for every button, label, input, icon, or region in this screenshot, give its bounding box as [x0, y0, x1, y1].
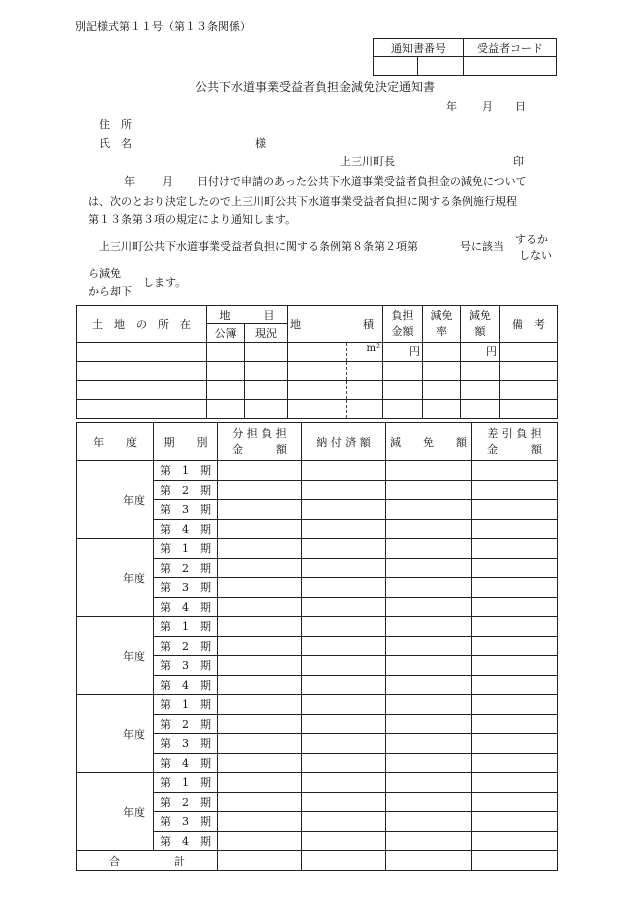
land-table	[76, 305, 558, 419]
amount-cell[interactable]	[302, 636, 386, 656]
honorific: 様	[255, 137, 266, 150]
total-cell[interactable]	[386, 851, 472, 871]
period-table	[76, 422, 558, 871]
amount-cell[interactable]	[218, 831, 302, 851]
choice-genmen: ら減免	[88, 267, 121, 280]
land-cell[interactable]	[207, 343, 245, 362]
amount-cell[interactable]	[302, 617, 386, 637]
year-cell[interactable]: 年度	[77, 773, 154, 851]
land-cell[interactable]	[288, 400, 347, 419]
land-kobo-header: 公簿	[207, 324, 245, 343]
sashihiki-header-a: 差 引 負 担	[487, 426, 542, 440]
land-cell[interactable]	[461, 381, 500, 400]
period-label: 第 1 期	[154, 773, 218, 793]
form-number: 別記様式第１１号（第１３条関係）	[75, 20, 251, 33]
land-biko-header: 備 考	[500, 306, 558, 343]
land-cell[interactable]	[423, 343, 461, 362]
notice-number-cell-2[interactable]	[418, 57, 464, 76]
amount-cell[interactable]	[472, 558, 558, 578]
choice-suru: するか	[515, 233, 548, 246]
total-cell[interactable]	[302, 851, 386, 871]
amount-cell[interactable]	[302, 480, 386, 500]
land-cell[interactable]	[461, 362, 500, 381]
amount-cell[interactable]	[218, 734, 302, 754]
header-box	[373, 38, 557, 76]
land-genmen-amt-b: 額	[474, 325, 486, 338]
amount-cell[interactable]	[386, 734, 472, 754]
amount-cell[interactable]	[472, 831, 558, 851]
amount-cell[interactable]	[218, 597, 302, 617]
amount-cell[interactable]	[472, 753, 558, 773]
total-label-a: 合	[109, 854, 120, 868]
buntan-header	[218, 423, 302, 461]
total-label-b: 計	[174, 854, 185, 868]
nofu-header: 納 付 済 額	[302, 423, 386, 461]
land-cell[interactable]	[207, 400, 245, 419]
amount-cell[interactable]	[472, 578, 558, 598]
address-label: 住 所	[99, 118, 132, 131]
amount-cell[interactable]	[472, 636, 558, 656]
land-unit-yen-1: 円	[383, 343, 423, 362]
amount-cell[interactable]	[218, 773, 302, 793]
land-cell[interactable]	[77, 362, 207, 381]
land-cell[interactable]	[288, 362, 347, 381]
land-cell[interactable]	[500, 343, 558, 362]
amount-cell[interactable]	[302, 792, 386, 812]
body-tail: します。	[143, 276, 187, 289]
period-label: 第 2 期	[154, 480, 218, 500]
period-row	[77, 773, 558, 793]
amount-cell[interactable]	[302, 714, 386, 734]
land-genmen-rate-b: 率	[436, 325, 447, 338]
land-cell[interactable]	[347, 400, 383, 419]
year-cell[interactable]: 年度	[77, 461, 154, 539]
period-row	[77, 539, 558, 559]
choice-shinai: しない	[519, 249, 552, 262]
land-cell[interactable]	[77, 400, 207, 419]
amount-cell[interactable]	[218, 519, 302, 539]
amount-cell[interactable]	[218, 675, 302, 695]
issuer: 上三川町長	[340, 155, 395, 168]
land-cell[interactable]	[461, 400, 500, 419]
land-genkyo-header: 現況	[245, 324, 288, 343]
land-cell[interactable]	[245, 381, 288, 400]
land-cell[interactable]	[500, 362, 558, 381]
period-label: 第 1 期	[154, 695, 218, 715]
amount-cell[interactable]	[472, 597, 558, 617]
period-label: 第 2 期	[154, 558, 218, 578]
amount-cell[interactable]	[386, 539, 472, 559]
period-label: 第 2 期	[154, 792, 218, 812]
body-line4: 上三川町公共下水道事業受益者負担に関する条例第８条第２項第	[99, 240, 418, 253]
date-day: 日	[515, 100, 526, 113]
amount-cell[interactable]	[472, 519, 558, 539]
land-cell[interactable]	[245, 343, 288, 362]
land-futan-a: 負担	[391, 309, 414, 323]
period-label: 第 4 期	[154, 753, 218, 773]
land-cell[interactable]	[347, 381, 383, 400]
period-label: 第 4 期	[154, 831, 218, 851]
year-cell[interactable]: 年度	[77, 539, 154, 617]
sashihiki-header-b: 金 額	[487, 442, 542, 456]
land-cell[interactable]	[288, 381, 347, 400]
year-cell[interactable]: 年度	[77, 695, 154, 773]
period-row	[77, 617, 558, 637]
amount-cell[interactable]	[386, 695, 472, 715]
amount-cell[interactable]	[386, 480, 472, 500]
total-cell[interactable]	[218, 851, 302, 871]
amount-cell[interactable]	[472, 773, 558, 793]
total-row	[77, 851, 558, 871]
sashihiki-header	[472, 423, 558, 461]
buntan-header-b: 金 額	[232, 442, 287, 456]
period-label: 第 4 期	[154, 597, 218, 617]
choice-kyakka: から却下	[88, 285, 132, 298]
land-cell[interactable]	[245, 400, 288, 419]
amount-cell[interactable]	[302, 812, 386, 832]
amount-cell[interactable]	[302, 519, 386, 539]
amount-cell[interactable]	[302, 675, 386, 695]
notice-number-label: 通知書番号	[374, 39, 464, 57]
land-cell[interactable]	[288, 343, 347, 362]
amount-cell[interactable]	[472, 480, 558, 500]
amount-cell[interactable]	[302, 539, 386, 559]
amount-cell[interactable]	[218, 714, 302, 734]
land-cell[interactable]	[347, 362, 383, 381]
period-label: 第 3 期	[154, 578, 218, 598]
land-unit-m2: m²	[347, 343, 383, 362]
amount-cell[interactable]	[386, 519, 472, 539]
kibetsu-header: 期 別	[154, 423, 218, 461]
amount-cell[interactable]	[472, 734, 558, 754]
land-cell[interactable]	[423, 400, 461, 419]
date-year: 年	[446, 100, 457, 113]
body-line3: 第１３条第３項の規定により通知します。	[88, 213, 297, 226]
land-chiseki-b: 積	[363, 318, 374, 331]
amount-cell[interactable]	[218, 617, 302, 637]
body-month: 月	[162, 175, 173, 188]
total-label	[77, 851, 218, 871]
amount-cell[interactable]	[472, 695, 558, 715]
land-location-header: 土 地 の 所 在	[77, 306, 207, 343]
seal: 印	[513, 155, 524, 168]
amount-cell[interactable]	[386, 558, 472, 578]
land-genmen-rate-header	[423, 306, 461, 343]
land-cell[interactable]	[207, 362, 245, 381]
land-genmen-amt-header	[461, 306, 500, 343]
land-cell[interactable]	[500, 381, 558, 400]
amount-cell[interactable]	[302, 461, 386, 481]
period-label: 第 4 期	[154, 675, 218, 695]
date-month: 月	[482, 100, 493, 113]
year-cell[interactable]: 年度	[77, 617, 154, 695]
amount-cell[interactable]	[386, 461, 472, 481]
land-cell[interactable]	[383, 400, 423, 419]
amount-cell[interactable]	[386, 812, 472, 832]
period-label: 第 1 期	[154, 539, 218, 559]
notice-number-cell-1[interactable]	[374, 57, 418, 76]
amount-cell[interactable]	[218, 539, 302, 559]
land-cell[interactable]	[207, 381, 245, 400]
amount-cell[interactable]	[218, 656, 302, 676]
amount-cell[interactable]	[302, 773, 386, 793]
land-unit-yen-2: 円	[461, 343, 500, 362]
amount-cell[interactable]	[302, 753, 386, 773]
amount-cell[interactable]	[218, 461, 302, 481]
amount-cell[interactable]	[472, 656, 558, 676]
land-cell[interactable]	[383, 362, 423, 381]
buntan-header-a: 分 担 負 担	[232, 426, 287, 440]
land-genmen-amt-a: 減免	[469, 309, 491, 323]
amount-cell[interactable]	[472, 714, 558, 734]
amount-cell[interactable]	[386, 617, 472, 637]
land-cell[interactable]	[77, 381, 207, 400]
amount-cell[interactable]	[472, 500, 558, 520]
body-line2: は、次のとおり決定したので上三川町公共下水道事業受益者負担に関する条例施行規程	[88, 195, 517, 208]
amount-cell[interactable]	[218, 636, 302, 656]
amount-cell[interactable]	[302, 734, 386, 754]
period-label: 第 3 期	[154, 734, 218, 754]
amount-cell[interactable]	[218, 480, 302, 500]
amount-cell[interactable]	[386, 792, 472, 812]
total-cell[interactable]	[472, 851, 558, 871]
land-genmen-rate-a: 減免	[430, 309, 453, 323]
amount-cell[interactable]	[218, 812, 302, 832]
period-label: 第 4 期	[154, 519, 218, 539]
land-cell[interactable]	[245, 362, 288, 381]
land-cell[interactable]	[423, 362, 461, 381]
amount-cell[interactable]	[386, 675, 472, 695]
land-futan-header	[383, 306, 423, 343]
amount-cell[interactable]	[472, 792, 558, 812]
period-label: 第 3 期	[154, 812, 218, 832]
land-chiseki-a: 地	[290, 318, 301, 331]
amount-cell[interactable]	[218, 753, 302, 773]
amount-cell[interactable]	[386, 773, 472, 793]
body-line4-tail: 号に該当	[460, 240, 504, 253]
amount-cell[interactable]	[218, 500, 302, 520]
amount-cell[interactable]	[386, 636, 472, 656]
amount-cell[interactable]	[302, 500, 386, 520]
period-row	[77, 695, 558, 715]
amount-cell[interactable]	[302, 578, 386, 598]
nendo-header: 年 度	[77, 423, 154, 461]
land-futan-b: 金額	[391, 325, 414, 338]
amount-cell[interactable]	[302, 695, 386, 715]
land-chiseki-header	[288, 306, 383, 343]
amount-cell[interactable]	[218, 695, 302, 715]
genmen-header: 減 免 額	[386, 423, 472, 461]
amount-cell[interactable]	[386, 656, 472, 676]
name-label: 氏 名	[99, 137, 132, 150]
page-title: 公共下水道事業受益者負担金減免決定通知書	[195, 80, 436, 94]
amount-cell[interactable]	[386, 753, 472, 773]
amount-cell[interactable]	[218, 578, 302, 598]
amount-cell[interactable]	[302, 656, 386, 676]
land-cell[interactable]	[77, 343, 207, 362]
beneficiary-code-cell[interactable]	[464, 57, 557, 76]
land-cell[interactable]	[383, 381, 423, 400]
body-line1: 日付けで申請のあった公共下水道事業受益者負担金の減免について	[197, 175, 527, 188]
amount-cell[interactable]	[218, 792, 302, 812]
land-chimoku-header: 地 目	[207, 306, 288, 324]
amount-cell[interactable]	[302, 558, 386, 578]
land-cell[interactable]	[423, 381, 461, 400]
period-label: 第 1 期	[154, 461, 218, 481]
body-year: 年	[124, 175, 135, 188]
amount-cell[interactable]	[218, 558, 302, 578]
period-label: 第 2 期	[154, 636, 218, 656]
beneficiary-code-label: 受益者コード	[464, 39, 557, 57]
period-label: 第 1 期	[154, 617, 218, 637]
amount-cell[interactable]	[386, 578, 472, 598]
amount-cell[interactable]	[386, 831, 472, 851]
period-label: 第 3 期	[154, 656, 218, 676]
period-row	[77, 461, 558, 481]
amount-cell[interactable]	[302, 597, 386, 617]
amount-cell[interactable]	[386, 500, 472, 520]
amount-cell[interactable]	[472, 812, 558, 832]
amount-cell[interactable]	[472, 539, 558, 559]
amount-cell[interactable]	[386, 714, 472, 734]
amount-cell[interactable]	[302, 831, 386, 851]
period-label: 第 2 期	[154, 714, 218, 734]
period-label: 第 3 期	[154, 500, 218, 520]
amount-cell[interactable]	[472, 675, 558, 695]
land-cell[interactable]	[500, 400, 558, 419]
amount-cell[interactable]	[386, 597, 472, 617]
amount-cell[interactable]	[472, 617, 558, 637]
amount-cell[interactable]	[472, 461, 558, 481]
